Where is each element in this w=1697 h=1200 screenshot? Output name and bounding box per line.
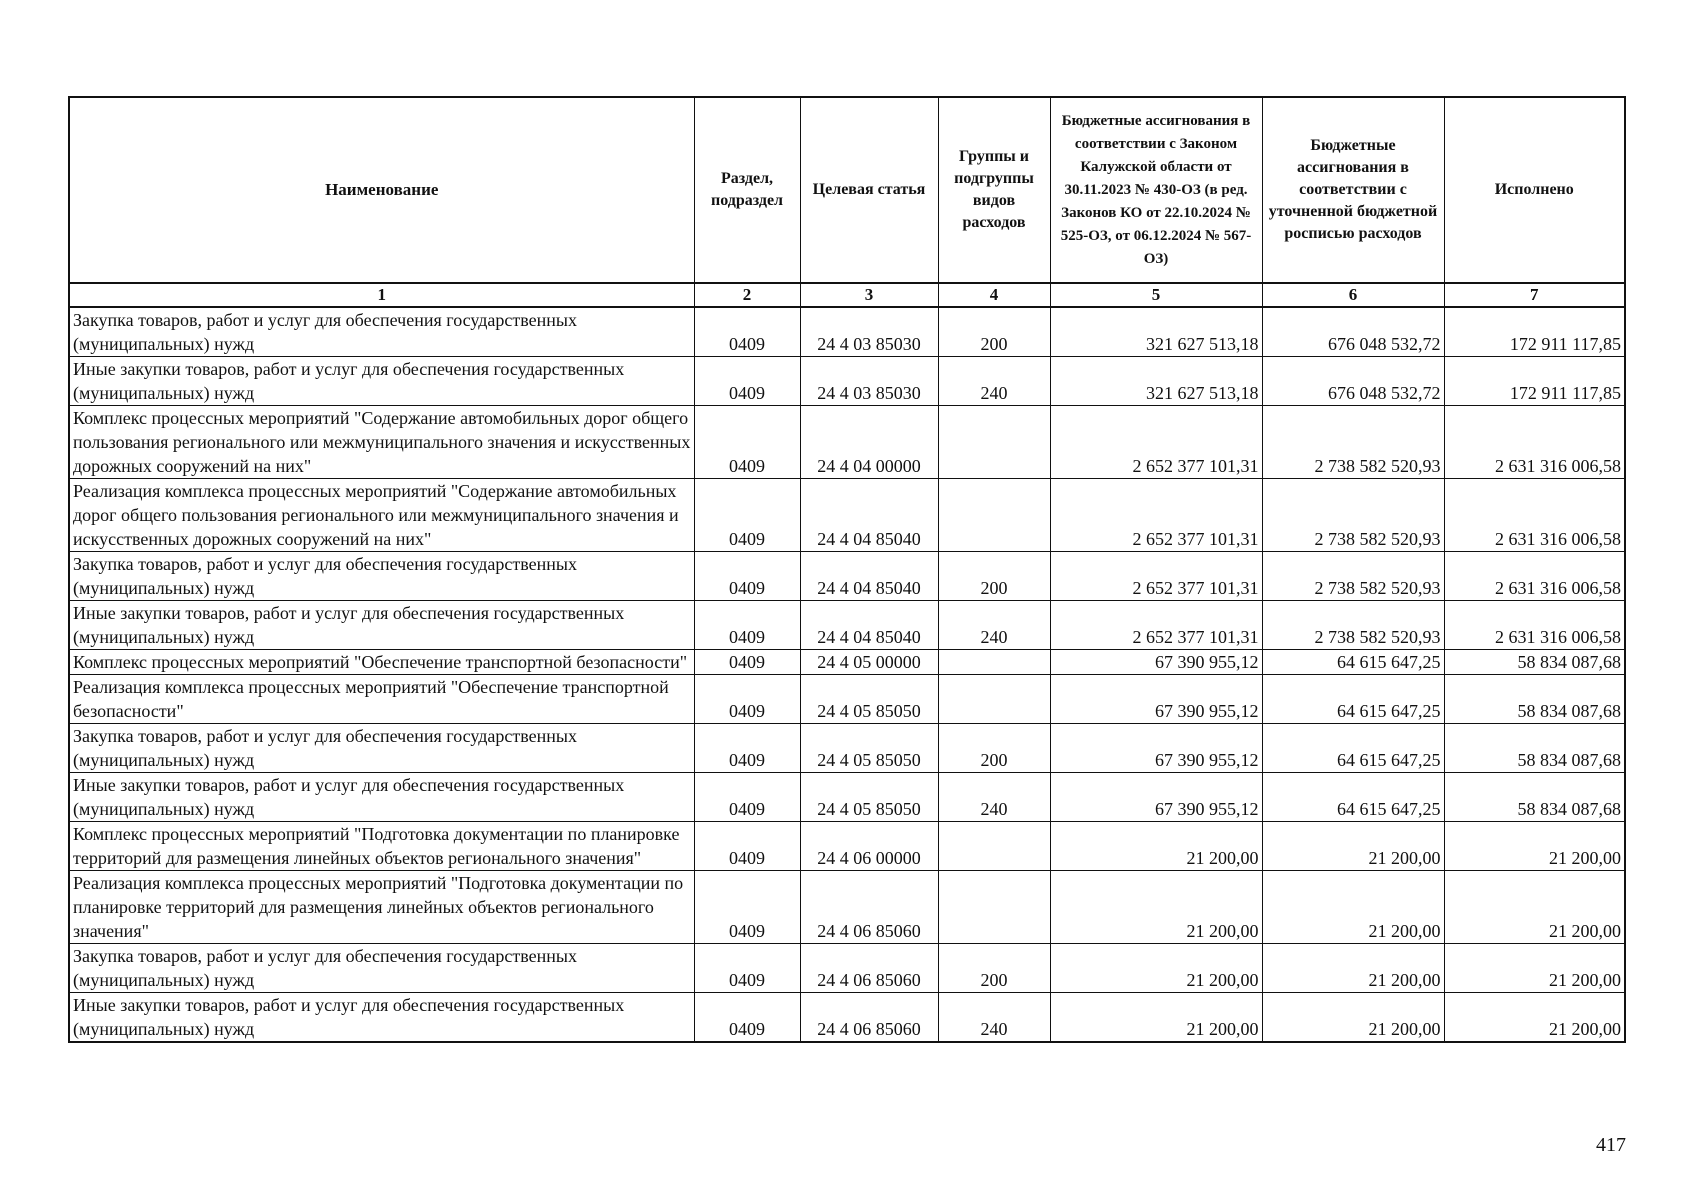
row-name: Иные закупки товаров, работ и услуг для обеспечения государственных (муниципальных) нужд bbox=[69, 601, 694, 650]
section-code: 0409 bbox=[694, 357, 800, 406]
column-number: 1 bbox=[69, 283, 694, 307]
section-code: 0409 bbox=[694, 650, 800, 675]
target-article: 24 4 03 85030 bbox=[800, 307, 938, 357]
header-law-appropriations: Бюджетные ассигнования в соответствии с Законом Калужской области от 30.11.2023 № 430-ОЗ (в ред. Законов КО от 22.10.2024 № 525-ОЗ, от 06.12.2024 № 567-ОЗ) bbox=[1050, 97, 1262, 283]
executed-amount: 58 834 087,68 bbox=[1444, 650, 1625, 675]
row-name: Закупка товаров, работ и услуг для обеспечения государственных (муниципальных) нужд bbox=[69, 724, 694, 773]
column-number: 4 bbox=[938, 283, 1050, 307]
law-amount: 67 390 955,12 bbox=[1050, 675, 1262, 724]
header-target-article: Целевая статья bbox=[800, 97, 938, 283]
target-article: 24 4 04 85040 bbox=[800, 552, 938, 601]
expense-group: 200 bbox=[938, 552, 1050, 601]
table-row bbox=[69, 675, 1625, 724]
target-article: 24 4 06 00000 bbox=[800, 822, 938, 871]
schedule-amount: 21 200,00 bbox=[1262, 944, 1444, 993]
column-number-row bbox=[69, 283, 1625, 307]
executed-amount: 58 834 087,68 bbox=[1444, 675, 1625, 724]
law-amount: 2 652 377 101,31 bbox=[1050, 479, 1262, 552]
expense-group: 240 bbox=[938, 357, 1050, 406]
expense-group bbox=[938, 406, 1050, 479]
table-row bbox=[69, 944, 1625, 993]
law-amount: 2 652 377 101,31 bbox=[1050, 601, 1262, 650]
column-number: 2 bbox=[694, 283, 800, 307]
law-amount: 321 627 513,18 bbox=[1050, 307, 1262, 357]
schedule-amount: 676 048 532,72 bbox=[1262, 357, 1444, 406]
row-name: Реализация комплекса процессных мероприятий "Обеспечение транспортной безопасности" bbox=[69, 675, 694, 724]
header-section: Раздел, подраздел bbox=[694, 97, 800, 283]
schedule-amount: 64 615 647,25 bbox=[1262, 724, 1444, 773]
row-name: Иные закупки товаров, работ и услуг для обеспечения государственных (муниципальных) нужд bbox=[69, 993, 694, 1043]
executed-amount: 58 834 087,68 bbox=[1444, 773, 1625, 822]
header-executed: Исполнено bbox=[1444, 97, 1625, 283]
table-row bbox=[69, 773, 1625, 822]
expense-group bbox=[938, 675, 1050, 724]
schedule-amount: 2 738 582 520,93 bbox=[1262, 406, 1444, 479]
schedule-amount: 64 615 647,25 bbox=[1262, 773, 1444, 822]
section-code: 0409 bbox=[694, 773, 800, 822]
header-expense-groups: Группы и подгруппы видов расходов bbox=[938, 97, 1050, 283]
target-article: 24 4 06 85060 bbox=[800, 871, 938, 944]
row-name: Реализация комплекса процессных мероприятий "Содержание автомобильных дорог общего пользования регионального или межмуниципального значения и искусственных дорожных сооружений на них" bbox=[69, 479, 694, 552]
section-code: 0409 bbox=[694, 307, 800, 357]
expense-group: 200 bbox=[938, 724, 1050, 773]
table-row bbox=[69, 357, 1625, 406]
executed-amount: 172 911 117,85 bbox=[1444, 307, 1625, 357]
header-budget-schedule: Бюджетные ассигнования в соответствии с уточненной бюджетной росписью расходов bbox=[1262, 97, 1444, 283]
executed-amount: 2 631 316 006,58 bbox=[1444, 601, 1625, 650]
law-amount: 67 390 955,12 bbox=[1050, 650, 1262, 675]
section-code: 0409 bbox=[694, 552, 800, 601]
table-row bbox=[69, 993, 1625, 1043]
table-row bbox=[69, 822, 1625, 871]
section-code: 0409 bbox=[694, 675, 800, 724]
law-amount: 67 390 955,12 bbox=[1050, 724, 1262, 773]
schedule-amount: 2 738 582 520,93 bbox=[1262, 552, 1444, 601]
expense-group: 240 bbox=[938, 773, 1050, 822]
column-number: 6 bbox=[1262, 283, 1444, 307]
row-name: Закупка товаров, работ и услуг для обеспечения государственных (муниципальных) нужд bbox=[69, 944, 694, 993]
table-row bbox=[69, 724, 1625, 773]
schedule-amount: 2 738 582 520,93 bbox=[1262, 601, 1444, 650]
target-article: 24 4 04 85040 bbox=[800, 479, 938, 552]
budget-table bbox=[68, 96, 1626, 1043]
header-row bbox=[69, 97, 1625, 283]
executed-amount: 21 200,00 bbox=[1444, 871, 1625, 944]
target-article: 24 4 05 85050 bbox=[800, 724, 938, 773]
schedule-amount: 676 048 532,72 bbox=[1262, 307, 1444, 357]
column-number: 3 bbox=[800, 283, 938, 307]
schedule-amount: 21 200,00 bbox=[1262, 822, 1444, 871]
expense-group: 240 bbox=[938, 601, 1050, 650]
table-row bbox=[69, 650, 1625, 675]
table-body bbox=[69, 307, 1625, 1042]
expense-group: 200 bbox=[938, 944, 1050, 993]
target-article: 24 4 04 85040 bbox=[800, 601, 938, 650]
expense-group: 240 bbox=[938, 993, 1050, 1043]
row-name: Комплекс процессных мероприятий "Обеспечение транспортной безопасности" bbox=[69, 650, 694, 675]
executed-amount: 58 834 087,68 bbox=[1444, 724, 1625, 773]
section-code: 0409 bbox=[694, 724, 800, 773]
header-name: Наименование bbox=[69, 97, 694, 283]
section-code: 0409 bbox=[694, 944, 800, 993]
row-name: Закупка товаров, работ и услуг для обеспечения государственных (муниципальных) нужд bbox=[69, 552, 694, 601]
schedule-amount: 64 615 647,25 bbox=[1262, 675, 1444, 724]
expense-group bbox=[938, 479, 1050, 552]
executed-amount: 21 200,00 bbox=[1444, 944, 1625, 993]
schedule-amount: 64 615 647,25 bbox=[1262, 650, 1444, 675]
row-name: Иные закупки товаров, работ и услуг для обеспечения государственных (муниципальных) нужд bbox=[69, 773, 694, 822]
executed-amount: 172 911 117,85 bbox=[1444, 357, 1625, 406]
executed-amount: 2 631 316 006,58 bbox=[1444, 406, 1625, 479]
section-code: 0409 bbox=[694, 479, 800, 552]
section-code: 0409 bbox=[694, 406, 800, 479]
table-row bbox=[69, 479, 1625, 552]
section-code: 0409 bbox=[694, 871, 800, 944]
row-name: Реализация комплекса процессных мероприятий "Подготовка документации по планировке территорий для размещения линейных объектов регионального значения" bbox=[69, 871, 694, 944]
schedule-amount: 21 200,00 bbox=[1262, 871, 1444, 944]
law-amount: 2 652 377 101,31 bbox=[1050, 406, 1262, 479]
executed-amount: 21 200,00 bbox=[1444, 993, 1625, 1043]
schedule-amount: 21 200,00 bbox=[1262, 993, 1444, 1043]
law-amount: 21 200,00 bbox=[1050, 822, 1262, 871]
schedule-amount: 2 738 582 520,93 bbox=[1262, 479, 1444, 552]
row-name: Комплекс процессных мероприятий "Подготовка документации по планировке территорий для размещения линейных объектов регионального значения" bbox=[69, 822, 694, 871]
target-article: 24 4 05 00000 bbox=[800, 650, 938, 675]
column-number: 7 bbox=[1444, 283, 1625, 307]
row-name: Закупка товаров, работ и услуг для обеспечения государственных (муниципальных) нужд bbox=[69, 307, 694, 357]
law-amount: 321 627 513,18 bbox=[1050, 357, 1262, 406]
executed-amount: 2 631 316 006,58 bbox=[1444, 552, 1625, 601]
target-article: 24 4 06 85060 bbox=[800, 944, 938, 993]
section-code: 0409 bbox=[694, 822, 800, 871]
target-article: 24 4 04 00000 bbox=[800, 406, 938, 479]
expense-group: 200 bbox=[938, 307, 1050, 357]
table-row bbox=[69, 307, 1625, 357]
section-code: 0409 bbox=[694, 601, 800, 650]
table-row bbox=[69, 871, 1625, 944]
expense-group bbox=[938, 650, 1050, 675]
law-amount: 2 652 377 101,31 bbox=[1050, 552, 1262, 601]
law-amount: 21 200,00 bbox=[1050, 944, 1262, 993]
expense-group bbox=[938, 871, 1050, 944]
section-code: 0409 bbox=[694, 993, 800, 1043]
law-amount: 21 200,00 bbox=[1050, 871, 1262, 944]
row-name: Иные закупки товаров, работ и услуг для обеспечения государственных (муниципальных) нужд bbox=[69, 357, 694, 406]
law-amount: 67 390 955,12 bbox=[1050, 773, 1262, 822]
column-number: 5 bbox=[1050, 283, 1262, 307]
executed-amount: 2 631 316 006,58 bbox=[1444, 479, 1625, 552]
table-row bbox=[69, 601, 1625, 650]
executed-amount: 21 200,00 bbox=[1444, 822, 1625, 871]
table-row bbox=[69, 406, 1625, 479]
law-amount: 21 200,00 bbox=[1050, 993, 1262, 1043]
table-row bbox=[69, 552, 1625, 601]
page-number: 417 bbox=[1596, 1134, 1626, 1156]
target-article: 24 4 05 85050 bbox=[800, 773, 938, 822]
target-article: 24 4 05 85050 bbox=[800, 675, 938, 724]
target-article: 24 4 03 85030 bbox=[800, 357, 938, 406]
target-article: 24 4 06 85060 bbox=[800, 993, 938, 1043]
row-name: Комплекс процессных мероприятий "Содержание автомобильных дорог общего пользования регионального или межмуниципального значения и искусственных дорожных сооружений на них" bbox=[69, 406, 694, 479]
expense-group bbox=[938, 822, 1050, 871]
